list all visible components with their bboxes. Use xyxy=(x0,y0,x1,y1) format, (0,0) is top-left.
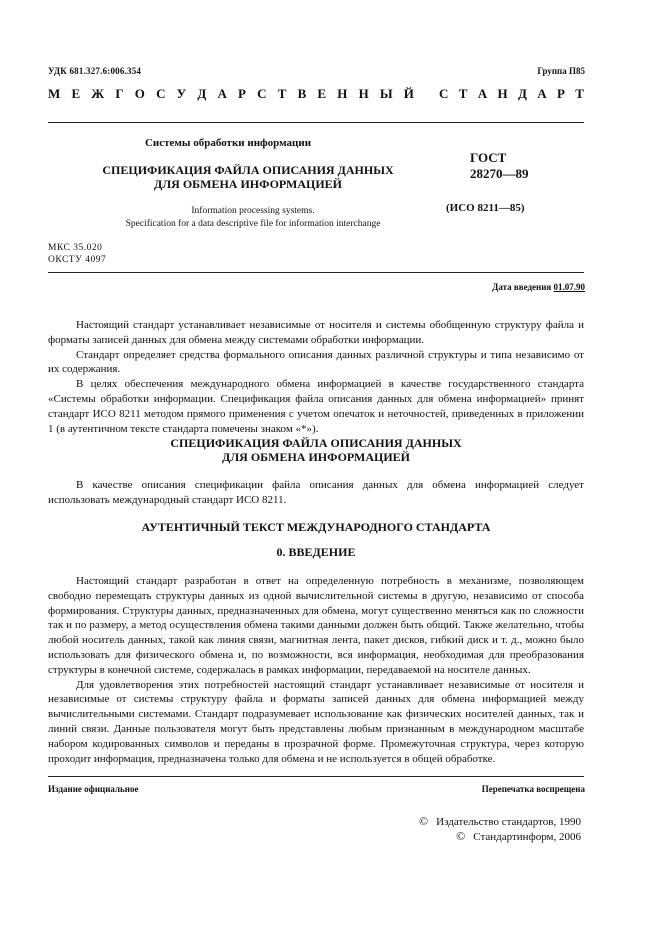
banner-letter: М xyxy=(48,86,61,101)
banner-right xyxy=(439,86,584,102)
banner-letter: А xyxy=(537,86,547,101)
intro-paragraph: В целях обеспечения международного обмена информацией в качестве государственного стандарта «Системы обработки информации. Спецификация файла описания данных для обмена информацией» принят стандарт ИСО 8211 методом прямого применения с учетом опечаток и неточностей, приведенных в приложении 1 (в аутентичном тексте стандарта помечены знаком «*»). xyxy=(48,378,584,435)
copyright-2-text: Стандартинформ, 2006 xyxy=(473,831,581,843)
effective-date xyxy=(492,282,585,292)
title-line-2: ДЛЯ ОБМЕНА ИНФОРМАЦИЕЙ xyxy=(153,177,342,191)
intro-text xyxy=(48,318,584,436)
copyright-symbol: © xyxy=(419,814,429,828)
introduction-heading: 0. ВВЕДЕНИЕ xyxy=(276,545,356,559)
banner-letter: Н xyxy=(337,86,348,101)
section-heading-line-1: СПЕЦИФИКАЦИЯ ФАЙЛА ОПИСАНИЯ ДАННЫХ xyxy=(170,436,462,450)
banner-letter: Ы xyxy=(379,86,393,101)
iso-reference: (ИСО 8211—85) xyxy=(446,202,525,214)
banner-letter: Т xyxy=(458,86,468,101)
standard-banner xyxy=(48,86,584,102)
gost-designation xyxy=(470,150,529,182)
mid-divider xyxy=(48,272,584,273)
banner-letter: С xyxy=(257,86,267,101)
section1-paragraph: В качестве описания спецификации файла описания данных для обмена информацией следует использовать международный стандарт ИСО 8211. xyxy=(48,479,584,506)
introduction-paragraph: Для удовлетворения этих потребностей настоящий стандарт устанавливает независимые от носителя и независимые от системы структуру файла и форматы записей данных для обмена информацией между вычислительными системами. Стандарт подразумевает использование как физических носителей данных, так и линий связи. Данные пользователя могут быть представлены любым признанным в международном масштабе набором кодированных символов и переданы в прозрачной форме. Промежуточная структура, через которую проходит информация, предназначена только для обмена и не используется в общей обработке. xyxy=(48,678,584,765)
mks-code: МКС 35.020 xyxy=(48,243,103,253)
effective-date-value: 01.07.90 xyxy=(553,282,585,292)
banner-left xyxy=(48,86,414,102)
banner-letter: С xyxy=(439,86,449,101)
introduction-paragraph: Настоящий стандарт разработан в ответ на определенную потребность в механизме, позволяющем свободно перемещать структуры данных из одной вычислительной системы в другую, независимо от способа формирования. Структуры данных, предназначенных для обмена, могут существенно меняться как по сложности так и по размеру, а метод осуществления обмена такими данными должен быть общий. Также желательно, чтобы любой носитель данных, такой как линия связи, магнитная лента, пакет дисков, гибкий диск и т. д., можно было использовать для физического обмена и, по возможности, вся информация, необходимая для преобразования структуры в конечной системе, содержалась в рамках информации, передаваемой на носителе данных. xyxy=(48,575,584,676)
banner-letter: Т xyxy=(277,86,287,101)
section-heading xyxy=(48,436,584,464)
banner-letter: А xyxy=(477,86,488,101)
okstu-code: ОКСТУ 4097 xyxy=(48,255,107,265)
english-title xyxy=(48,205,458,231)
banner-letter: Е xyxy=(317,86,327,101)
effective-date-label: Дата введения xyxy=(492,282,552,292)
section1-text xyxy=(48,478,584,508)
banner-letter: Г xyxy=(115,86,124,101)
gost-label: ГОСТ xyxy=(470,150,507,165)
banner-letter: Е xyxy=(71,86,81,101)
banner-letter: О xyxy=(134,86,145,101)
authentic-text-heading: АУТЕНТИЧНЫЙ ТЕКСТ МЕЖДУНАРОДНОГО СТАНДАРТА xyxy=(141,520,491,534)
document-title xyxy=(48,163,448,191)
banner-letter: В xyxy=(297,86,307,101)
english-line-1: Information processing systems. xyxy=(191,206,315,216)
top-divider xyxy=(48,122,584,123)
section-heading-line-2: ДЛЯ ОБМЕНА ИНФОРМАЦИЕЙ xyxy=(221,450,410,464)
title-line-1: СПЕЦИФИКАЦИЯ ФАЙЛА ОПИСАНИЯ ДАННЫХ xyxy=(102,163,394,177)
banner-letter: У xyxy=(176,86,187,101)
banner-letter: Й xyxy=(403,86,414,101)
group-code: Группа П85 xyxy=(537,66,585,76)
series-title: Системы обработки информации xyxy=(144,137,312,149)
classification-codes xyxy=(48,242,106,266)
copyright-symbol: © xyxy=(456,829,466,843)
english-line-2: Specification for a data descriptive file for information interchange xyxy=(125,219,381,229)
banner-letter: Т xyxy=(575,86,584,101)
banner-letter: Ж xyxy=(91,86,105,101)
bottom-divider xyxy=(48,776,584,777)
copyright-1-text: Издательство стандартов, 1990 xyxy=(436,816,581,828)
banner-letter: С xyxy=(156,86,166,101)
banner-letter: Р xyxy=(238,86,246,101)
intro-paragraph: Настоящий стандарт устанавливает независимые от носителя и системы обобщенную структуру файла и форматы записей данных для обмена между системами обработки информации. xyxy=(48,319,584,346)
banner-letter: Н xyxy=(358,86,369,101)
banner-letter: А xyxy=(217,86,227,101)
official-edition: Издание официальное xyxy=(48,784,139,794)
copyright-1 xyxy=(419,814,581,829)
banner-letter: Д xyxy=(197,86,207,101)
gost-number: 28270—89 xyxy=(470,166,529,181)
introduction-text xyxy=(48,574,584,766)
intro-paragraph: Стандарт определяет средства формального описания данных различной структуры и типа независимо от их содержания. xyxy=(48,348,584,376)
copyright-2 xyxy=(456,829,581,844)
reprint-notice: Перепечатка воспрещена xyxy=(481,784,585,794)
banner-letter: Д xyxy=(517,86,527,101)
banner-letter: Н xyxy=(497,86,508,101)
banner-letter: Р xyxy=(556,86,565,101)
udk-code: УДК 681.327.6:006.354 xyxy=(48,66,142,76)
